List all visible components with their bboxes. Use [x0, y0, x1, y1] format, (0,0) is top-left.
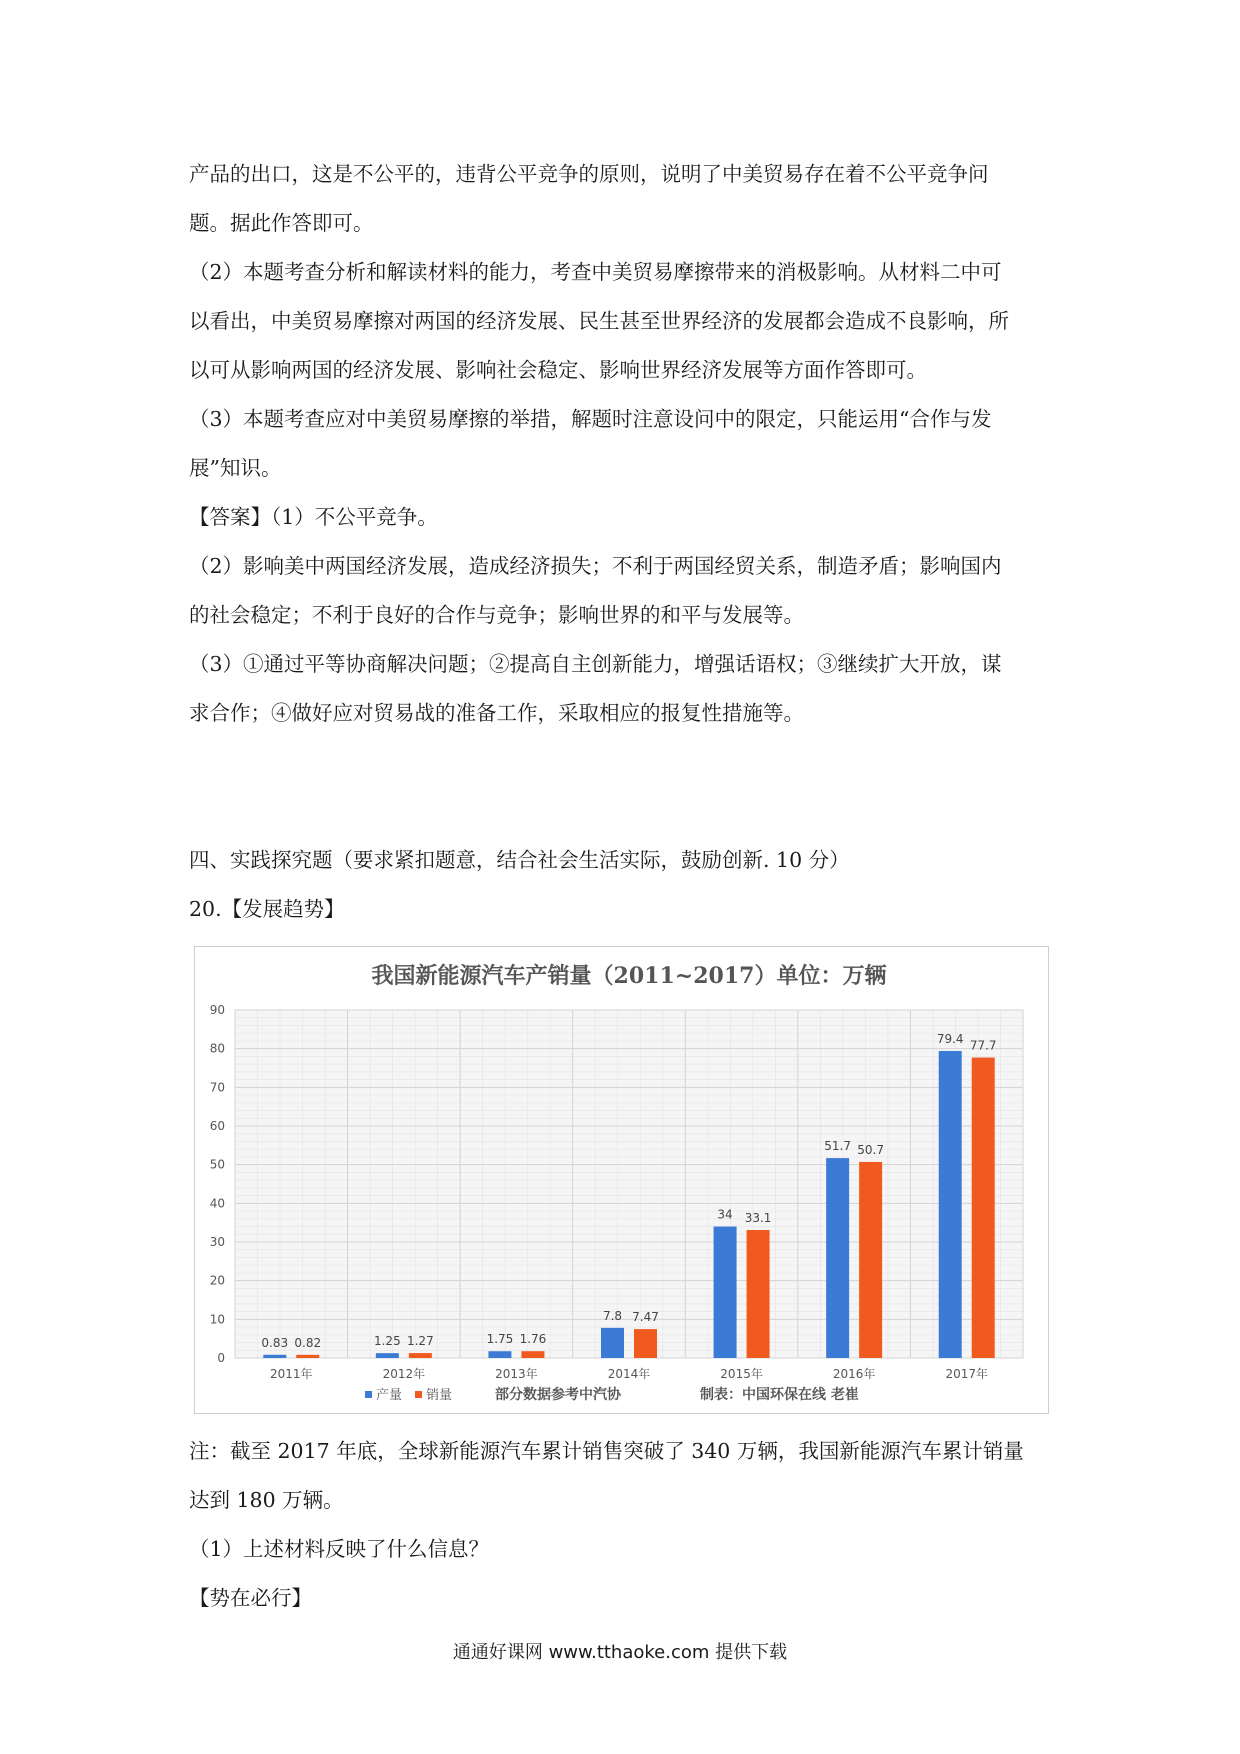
text-line-4: 以看出，中美贸易摩擦对两国的经济发展、民生甚至世界经济的发展都会造成不良影响，所 [189, 309, 1009, 333]
bar-产量-2014年 [601, 1328, 624, 1358]
y-tick-label: 90 [209, 1003, 225, 1017]
x-tick-label: 2012年 [382, 1367, 426, 1381]
chart-title: 我国新能源汽车产销量（2011~2017）单位：万辆 [371, 963, 887, 989]
text-line-5: 以可从影响两国的经济发展、影响社会稳定、影响世界经济发展等方面作答即可。 [189, 358, 927, 382]
y-tick-label: 10 [209, 1312, 225, 1327]
y-tick-label: 80 [209, 1041, 225, 1056]
bar-产量-2013年 [488, 1351, 511, 1358]
text-line-10: 的社会稳定；不利于良好的合作与竞争；影响世界的和平与发展等。 [189, 603, 804, 627]
bar-销量-2011年 [296, 1355, 319, 1358]
data-label: 1.25 [373, 1334, 401, 1349]
y-tick-label: 50 [209, 1157, 225, 1172]
data-label: 1.27 [406, 1334, 434, 1349]
data-label: 0.83 [261, 1335, 289, 1350]
text-line-6: （3）本题考查应对中美贸易摩擦的举措，解题时注意设问中的限定，只能运用“合作与发 [189, 407, 992, 431]
data-label: 50.7 [857, 1142, 885, 1157]
text-line-2: 题。据此作答即可。 [189, 211, 374, 235]
x-tick-label: 2014年 [607, 1367, 651, 1381]
text-line-1: 产品的出口，这是不公平的，违背公平竞争的原则，说明了中美贸易存在着不公平竞争问 [189, 162, 989, 186]
text-line-9: （2）影响美中两国经济发展，造成经济损失；不利于两国经贸关系，制造矛盾；影响国内 [189, 554, 1002, 578]
bar-销量-2014年 [634, 1329, 657, 1358]
y-tick-label: 40 [209, 1196, 225, 1211]
y-tick-label: 70 [209, 1080, 225, 1095]
text-line-3: （2）本题考查分析和解读材料的能力，考查中美贸易摩擦带来的消极影响。从材料二中可 [189, 260, 1002, 284]
section-heading: 四、实践探究题（要求紧扣题意，结合社会生活实际，鼓励创新. 10 分） [189, 848, 850, 872]
legend-swatch-产量 [365, 1391, 372, 1398]
y-tick-label: 60 [209, 1119, 225, 1133]
x-tick-label: 2015年 [720, 1367, 763, 1381]
text-line-12: 求合作；④做好应对贸易战的准备工作，采取相应的报复性措施等。 [189, 701, 804, 725]
data-label: 7.8 [602, 1308, 623, 1323]
bar-产量-2017年 [939, 1051, 962, 1358]
data-label: 1.76 [519, 1332, 547, 1347]
bar-产量-2015年 [714, 1227, 737, 1358]
text-line-11: （3）①通过平等协商解决问题；②提高自主创新能力，增强话语权；③继续扩大开放，谋 [189, 652, 1002, 676]
legend-label: 产量 [376, 1388, 403, 1403]
bar-销量-2012年 [409, 1353, 432, 1358]
legend-swatch-销量 [415, 1391, 422, 1398]
bar-chart [195, 947, 1048, 1413]
plot-area [235, 1010, 1023, 1358]
source-note: 部分数据参考中汽协 [495, 1387, 621, 1403]
question-1: （1）上述材料反映了什么信息？ [189, 1537, 490, 1561]
data-label: 33.1 [744, 1211, 772, 1226]
chart-container [194, 946, 1049, 1414]
bar-销量-2013年 [521, 1351, 544, 1358]
y-tick-label: 0 [217, 1351, 225, 1365]
x-tick-label: 2013年 [495, 1367, 538, 1381]
data-label: 1.75 [486, 1332, 514, 1347]
note-line-1: 注：截至 2017 年底，全球新能源汽车累计销售突破了 340 万辆，我国新能源汽车累计销量 [189, 1439, 1024, 1463]
y-tick-label: 20 [209, 1273, 225, 1288]
x-tick-label: 2016年 [832, 1367, 876, 1381]
text-line-7: 展”知识。 [189, 456, 282, 480]
bar-销量-2017年 [972, 1058, 995, 1358]
x-tick-label: 2011年 [270, 1367, 313, 1381]
data-label: 0.82 [294, 1335, 322, 1350]
bar-销量-2015年 [747, 1230, 770, 1358]
question-20-heading: 20.【发展趋势】 [189, 897, 345, 921]
data-label: 77.7 [969, 1038, 997, 1053]
x-tick-label: 2017年 [945, 1367, 988, 1381]
footer-watermark: 通通好课网 www.tthaoke.com 提供下载 [452, 1642, 788, 1663]
chart-credit: 制表：中国环保在线 老崔 [700, 1387, 859, 1403]
data-label: 79.4 [936, 1031, 964, 1046]
data-label: 34 [717, 1207, 733, 1222]
bar-产量-2011年 [263, 1355, 286, 1358]
y-tick-label: 30 [209, 1235, 225, 1249]
note-line-2: 达到 180 万辆。 [189, 1488, 344, 1512]
subsection-heading: 【势在必行】 [189, 1586, 312, 1610]
bar-产量-2016年 [826, 1158, 849, 1358]
data-label: 51.7 [824, 1139, 852, 1154]
legend-label: 销量 [426, 1388, 453, 1403]
data-label: 7.47 [632, 1310, 659, 1325]
bar-产量-2012年 [376, 1353, 399, 1358]
bar-销量-2016年 [859, 1162, 882, 1358]
answer-heading: 【答案】（1）不公平竞争。 [189, 505, 438, 529]
